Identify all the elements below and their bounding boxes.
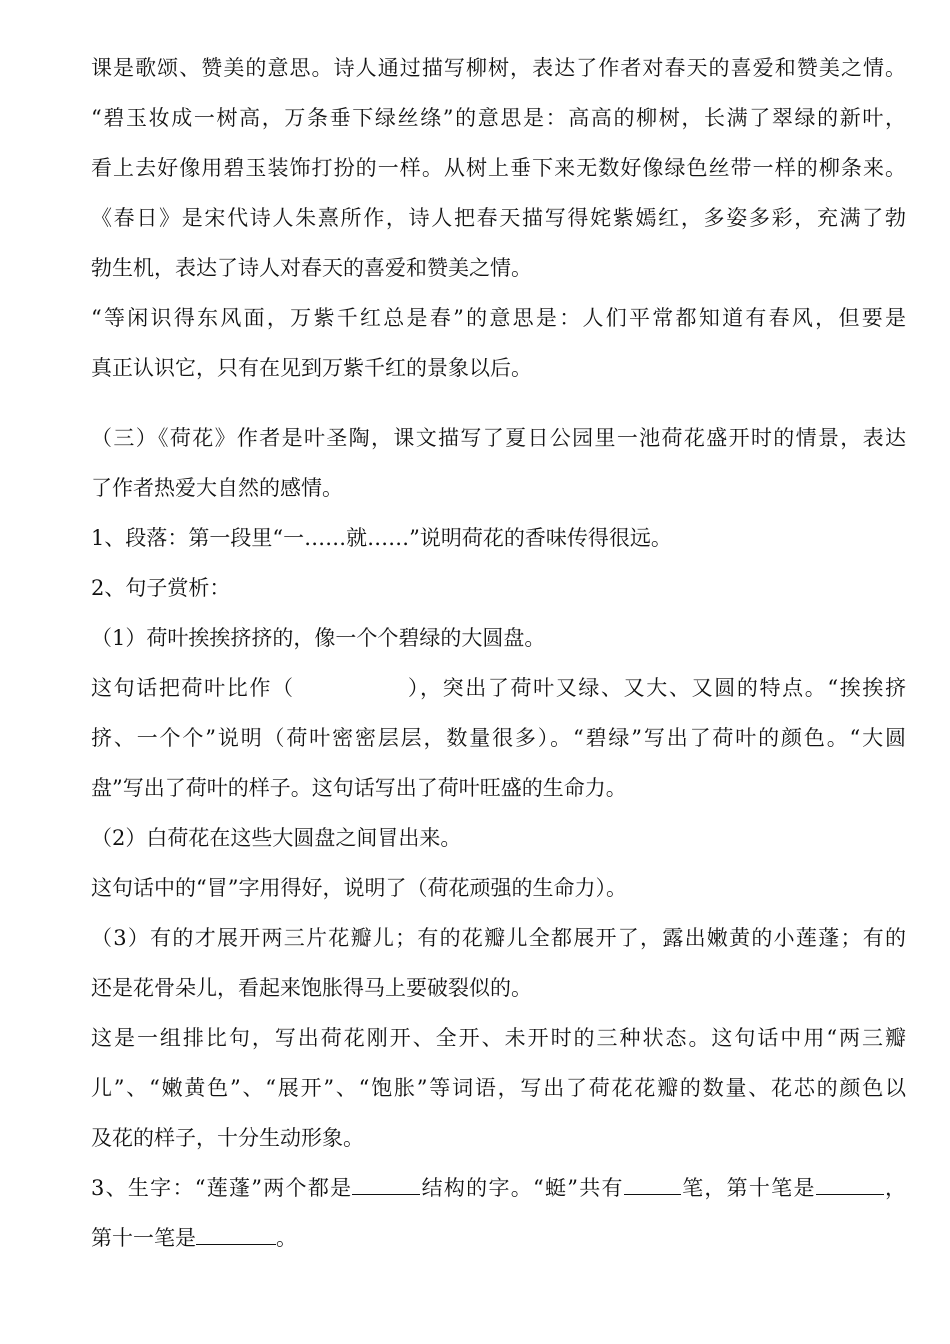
text-line: 了作者热爱大自然的感情。 bbox=[91, 476, 343, 500]
question-text: 。 bbox=[276, 1226, 297, 1250]
new-characters-question bbox=[91, 1168, 906, 1218]
text-line: 看上去好像用碧玉装饰打扮的一样。从树上垂下来无数好像绿色丝带一样的柳条来。 bbox=[91, 156, 906, 180]
text-line: 真正认识它，只有在见到万紫千红的景象以后。 bbox=[91, 356, 532, 380]
example-sentence: （2）白荷花在这些大圆盘之间冒出来。 bbox=[91, 826, 462, 850]
text-line: 勃生机，表达了诗人对春天的喜爱和赞美之情。 bbox=[91, 256, 532, 280]
question-text: 结构的字。“蜓”共有 bbox=[420, 1176, 624, 1200]
text-line: 儿”、“嫩黄色”、“展开”、“饱胀”等词语，写出了荷花花瓣的数量、花芯的颜色以 bbox=[91, 1076, 906, 1100]
text-line: 挤、一个个”说明（荷叶密密层层，数量很多）。“碧绿”写出了荷叶的颜色。“大圆 bbox=[91, 726, 906, 750]
document-page bbox=[91, 48, 906, 1268]
text-line: “等闲识得东风面，万紫千红总是春”的意思是：人们平常都知道有春风，但要是 bbox=[91, 306, 906, 330]
text-line: 课是歌颂、赞美的意思。诗人通过描写柳树，表达了作者对春天的喜爱和赞美之情。 bbox=[91, 56, 906, 80]
example-sentence: （1）荷叶挨挨挤挤的，像一个个碧绿的大圆盘。 bbox=[91, 626, 546, 650]
sentence-analysis-heading: 2、句子赏析： bbox=[91, 576, 231, 600]
example-sentence: （3）有的才展开两三片花瓣儿；有的花瓣儿全都展开了，露出嫩黄的小莲蓬；有的 bbox=[91, 926, 906, 950]
paragraph-item: 1、段落：第一段里“一……就……”说明荷花的香味传得很远。 bbox=[91, 526, 672, 550]
new-characters-question-continued bbox=[91, 1218, 906, 1268]
text-line: 还是花骨朵儿，看起来饱胀得马上要破裂似的。 bbox=[91, 976, 532, 1000]
text-line: 这句话中的“冒”字用得好，说明了（荷花顽强的生命力）。 bbox=[91, 876, 627, 900]
paragraph-gap bbox=[91, 398, 906, 418]
text-line: 这是一组排比句，写出荷花刚开、全开、未开时的三种状态。这句话中用“两三瓣 bbox=[91, 1026, 906, 1050]
answer-blank[interactable] bbox=[196, 1218, 276, 1245]
answer-blank[interactable] bbox=[816, 1168, 884, 1195]
answer-blank[interactable] bbox=[624, 1168, 681, 1195]
text-line: 盘”写出了荷叶的样子。这句话写出了荷叶旺盛的生命力。 bbox=[91, 776, 627, 800]
question-text: 3、生字：“莲蓬”两个都是 bbox=[91, 1176, 353, 1200]
answer-blank[interactable] bbox=[352, 1168, 420, 1195]
text-line: “碧玉妆成一树高，万条垂下绿丝绦”的意思是：高高的柳树，长满了翠绿的新叶， bbox=[91, 106, 906, 130]
question-text: 第十一笔是 bbox=[91, 1226, 196, 1250]
text-line: 这句话把荷叶比作（ ），突出了荷叶又绿、又大、又圆的特点。“挨挨挤 bbox=[91, 676, 906, 700]
text-line: 及花的样子，十分生动形象。 bbox=[91, 1126, 364, 1150]
text-line: 《春日》是宋代诗人朱熹所作，诗人把春天描写得姹紫嫣红，多姿多彩，充满了勃 bbox=[91, 206, 906, 230]
question-text: ， bbox=[883, 1176, 906, 1200]
question-text: 笔，第十笔是 bbox=[680, 1176, 816, 1200]
section-heading-line: （三）《荷花》作者是叶圣陶，课文描写了夏日公园里一池荷花盛开时的情景，表达 bbox=[91, 426, 906, 450]
